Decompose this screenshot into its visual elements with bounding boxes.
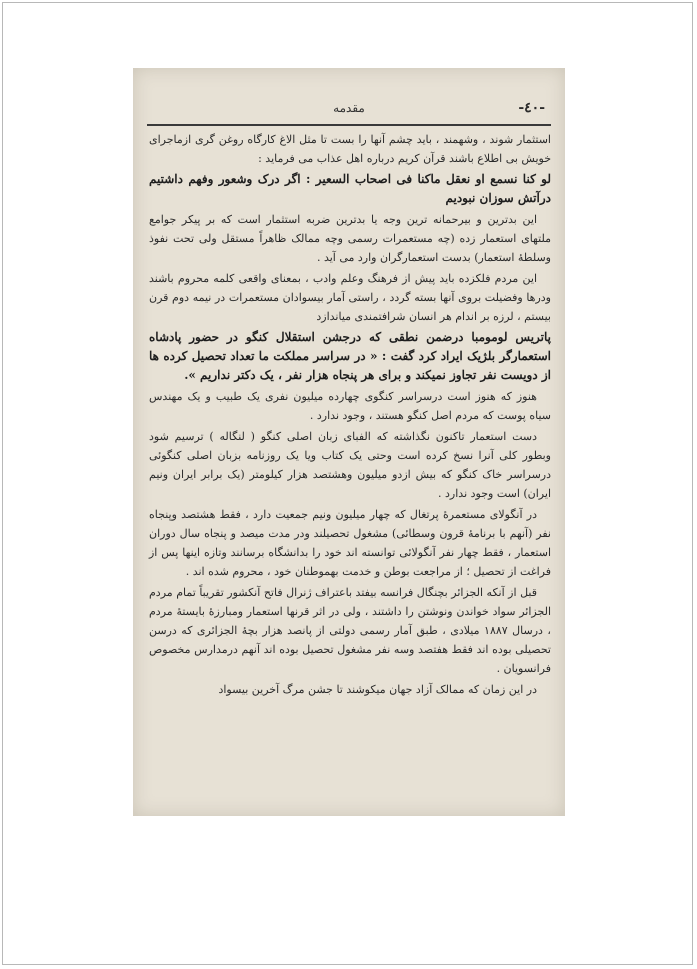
lumumba-quote: پاتریس لومومبا درضمن نطقی که درجشن استقلال کنگو در حضور پادشاه استعمارگر بلژیک ایراد کرد گفت : « در سراسر مملکت ما تعداد تحصیل کرده ها از دویست نفر تجاوز نمیکند و برای هر پنجاه هزار نفر ، یک دکتر نداریم ».: [149, 330, 551, 382]
paragraph: هنوز که هنوز است درسراسر کنگوی چهارده میلیون نفری یک طبیب و یک مهندس سیاه پوست که مردم اصل کنگو هستند ، وجود ندارد .: [149, 390, 551, 422]
page-number: -٤٠-: [518, 100, 545, 116]
paragraph: در آنگولای مستعمرهٔ پرتغال که چهار میلیون ونیم جمعیت دارد ، فقط هشتصد وپنجاه نفر (آنهم با برنامهٔ قرون وسطائی) مشغول تحصیلند ودر مدت میصد و پنجاه سال دوران استعمار ، فقط چهار نفر آنگولائی توانسته اند خود را بدانشگاه برسانند وتازه اینها پس از فراغت از تحصیل ؛ از مراجعت بوطن و خدمت بهموطنان خود ، محروم شده اند .: [149, 508, 551, 578]
paragraph: دست استعمار تاکنون نگذاشته که الفبای زبان اصلی کنگو ( لنگاله ) ترسیم شود وبطور کلی آنرا نسخ کرده است وحتی یک کتاب ویا یک روزنامه بزبان اصلی کنگوئی درسراسر خاک کنگو که بیش ازدو میلیون وهشتصد هزار کیلومتر (یک برابر ایران ونیم ایران) است وجود ندارد .: [149, 430, 551, 500]
scanned-page: [133, 68, 565, 816]
header-rule: [147, 124, 551, 126]
paragraph: قبل از آنکه الجزائر بچنگال فرانسه بیفتد باعتراف ژنرال فاتح آنکشور تقریباً تمام مردم الجزائر سواد خواندن ونوشتن را داشتند ، ولی در اثر قرنها استعمار ومبارزهٔ بایستهٔ مردم ، درسال ۱۸۸۷ میلادی ، طبق آمار رسمی دولتی از پانصد هزار بچهٔ الجزائری که درسن تحصیلی بوده اند فقط هفتصد وسه نفر مشغول تحصیل بوده اند آنهم درمدارس مخصوص فرانسویان .: [149, 586, 551, 675]
page-header: [153, 100, 545, 122]
quran-quote: لو کنا نسمع او نعقل ماکنا فی اصحاب السعیر : اگر درک وشعور وفهم داشتیم درآتش سوزان نبودیم: [149, 172, 551, 205]
paragraph: در این زمان که ممالک آزاد جهان میکوشند تا جشن مرگ آخرین بیسواد: [218, 683, 537, 696]
body-text: [149, 130, 551, 701]
running-title: مقدمه: [333, 101, 365, 115]
paragraph: استثمار شوند ، وشهمند ، باید چشم آنها را بست تا مثل الاغ کارگاه روغن گری ازماجرای خویش بی اطلاع باشند قرآن کریم درباره اهل عذاب می فرماید :: [149, 133, 551, 165]
paragraph: این بدترین و بیرحمانه ترین وجه یا بدترین ضربه استثمار است که بر پیکر جوامع ملتهای استعمار زده (چه مستعمرات رسمی وچه ممالک ظاهراً مستقل ولی تحت نفوذ وسلطهٔ استعمار) بدست استعمارگران وارد می آید .: [149, 213, 551, 264]
paragraph: این مردم فلکزده باید پیش از فرهنگ وعلم وادب ، بمعنای واقعی کلمه محروم باشند ودرها وفضیلت بروی آنها بسته گردد ، راستی آمار بیسوادان مستعمرات در نیمه دوم قرن بیستم ، لرزه بر اندام هر انسان شرافتمندی میاندازد: [149, 272, 551, 323]
